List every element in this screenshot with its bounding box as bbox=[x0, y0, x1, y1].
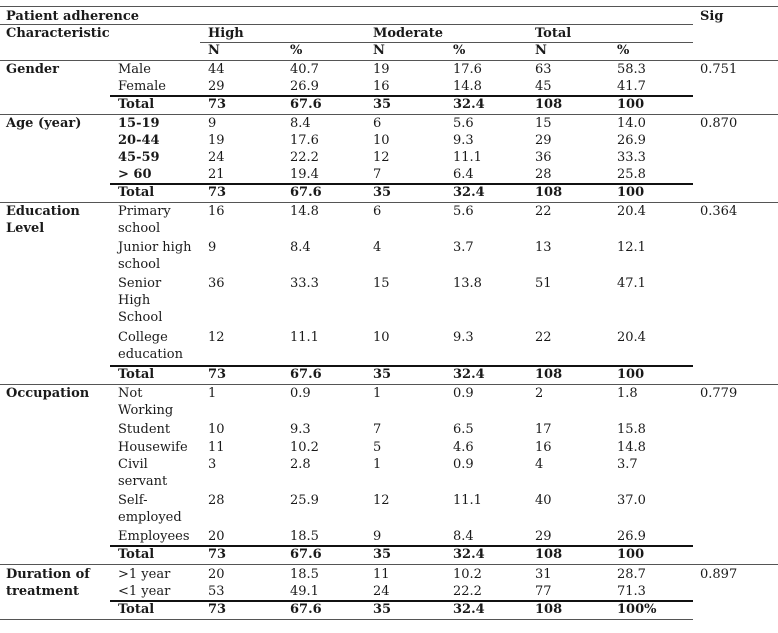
cell-total-pct: 20.4 bbox=[617, 330, 646, 345]
subheader-total-pct: % bbox=[617, 43, 630, 58]
table-row bbox=[0, 115, 693, 132]
row-label: Total bbox=[118, 547, 155, 562]
cell-high-pct: 18.5 bbox=[290, 567, 319, 582]
row-label: Student bbox=[118, 422, 171, 437]
cell-high-n: 73 bbox=[208, 185, 227, 200]
cell-total-n: 51 bbox=[535, 276, 552, 291]
total-row bbox=[0, 546, 693, 563]
category-label: Education Level bbox=[6, 204, 80, 236]
cell-total-pct: 37.0 bbox=[617, 493, 646, 508]
sig-value: 0.870 bbox=[700, 116, 738, 131]
row-label: Female bbox=[118, 79, 166, 94]
characteristic-header: Characteristic bbox=[6, 26, 110, 41]
section-rule bbox=[0, 564, 778, 565]
row-label: <1 year bbox=[118, 584, 171, 599]
cell-moderate-pct: 14.8 bbox=[453, 79, 482, 94]
table-row bbox=[0, 421, 693, 438]
cell-high-pct: 8.4 bbox=[290, 240, 311, 255]
cell-total-pct: 100 bbox=[617, 367, 645, 382]
cell-high-pct: 40.7 bbox=[290, 62, 319, 77]
cell-total-pct: 20.4 bbox=[617, 204, 646, 219]
cell-high-n: 9 bbox=[208, 240, 217, 255]
subheader-moderate-n: N bbox=[373, 43, 385, 58]
cell-moderate-pct: 11.1 bbox=[453, 493, 482, 508]
cell-total-n: 29 bbox=[535, 529, 552, 544]
cell-moderate-n: 15 bbox=[373, 276, 390, 291]
cell-high-n: 3 bbox=[208, 457, 217, 472]
cell-total-n: 13 bbox=[535, 240, 552, 255]
cell-moderate-pct: 32.4 bbox=[453, 367, 485, 382]
row-label: Total bbox=[118, 367, 155, 382]
cell-total-n: 108 bbox=[535, 602, 563, 617]
table-row bbox=[0, 583, 693, 600]
table-row bbox=[0, 239, 693, 273]
cell-total-n: 4 bbox=[535, 457, 544, 472]
row-label: Total bbox=[118, 185, 155, 200]
table-row bbox=[0, 566, 693, 583]
row-label: 45-59 bbox=[118, 150, 160, 165]
table-title: Patient adherence bbox=[6, 9, 140, 24]
cell-total-n: 29 bbox=[535, 133, 552, 148]
cell-moderate-pct: 10.2 bbox=[453, 567, 482, 582]
cell-moderate-n: 11 bbox=[373, 567, 390, 582]
cell-high-pct: 49.1 bbox=[290, 584, 319, 599]
cell-high-pct: 0.9 bbox=[290, 386, 311, 401]
cell-high-n: 44 bbox=[208, 62, 225, 77]
cell-high-pct: 17.6 bbox=[290, 133, 319, 148]
cell-high-pct: 22.2 bbox=[290, 150, 319, 165]
cell-high-n: 9 bbox=[208, 116, 217, 131]
header-row-subheaders bbox=[0, 42, 778, 59]
cell-moderate-pct: 4.6 bbox=[453, 440, 474, 455]
row-label: Primary school bbox=[118, 204, 171, 236]
cell-high-n: 16 bbox=[208, 204, 225, 219]
cell-moderate-pct: 17.6 bbox=[453, 62, 482, 77]
cell-total-pct: 1.8 bbox=[617, 386, 638, 401]
row-label: College education bbox=[118, 330, 183, 362]
cell-high-n: 1 bbox=[208, 386, 217, 401]
cell-total-pct: 71.3 bbox=[617, 584, 646, 599]
cell-high-n: 10 bbox=[208, 422, 225, 437]
table-row bbox=[0, 329, 693, 363]
subheader-high-n: N bbox=[208, 43, 220, 58]
cell-total-pct: 100 bbox=[617, 547, 645, 562]
table-row bbox=[0, 456, 693, 490]
table-row bbox=[0, 528, 693, 545]
cell-moderate-pct: 11.1 bbox=[453, 150, 482, 165]
sig-value: 0.897 bbox=[700, 567, 738, 582]
sig-value: 0.779 bbox=[700, 386, 738, 401]
row-label: Housewife bbox=[118, 440, 188, 455]
sig-value: 0.364 bbox=[700, 204, 738, 219]
table-row bbox=[0, 275, 693, 327]
table-row bbox=[0, 492, 693, 526]
cell-total-pct: 15.8 bbox=[617, 422, 646, 437]
row-label: Senior High School bbox=[118, 276, 163, 325]
row-label: 15-19 bbox=[118, 116, 160, 131]
cell-moderate-pct: 0.9 bbox=[453, 457, 474, 472]
category-label: Age (year) bbox=[6, 116, 82, 131]
cell-high-pct: 67.6 bbox=[290, 547, 322, 562]
cell-total-n: 31 bbox=[535, 567, 552, 582]
cell-moderate-pct: 5.6 bbox=[453, 116, 474, 131]
cell-moderate-n: 10 bbox=[373, 133, 390, 148]
row-label: > 60 bbox=[118, 167, 152, 182]
cell-high-n: 20 bbox=[208, 567, 225, 582]
table-row bbox=[0, 203, 693, 237]
table-row bbox=[0, 149, 693, 166]
cell-high-pct: 67.6 bbox=[290, 602, 322, 617]
cell-moderate-pct: 6.4 bbox=[453, 167, 474, 182]
cell-high-pct: 67.6 bbox=[290, 185, 322, 200]
cell-high-pct: 11.1 bbox=[290, 330, 319, 345]
table-row bbox=[0, 166, 693, 183]
group-header-high: High bbox=[208, 26, 244, 41]
cell-moderate-n: 16 bbox=[373, 79, 390, 94]
group-header-moderate: Moderate bbox=[373, 26, 443, 41]
row-label: Employees bbox=[118, 529, 190, 544]
cell-moderate-pct: 32.4 bbox=[453, 602, 485, 617]
row-label: Junior high school bbox=[118, 240, 192, 272]
cell-total-pct: 26.9 bbox=[617, 529, 646, 544]
cell-high-pct: 19.4 bbox=[290, 167, 319, 182]
cell-moderate-pct: 8.4 bbox=[453, 529, 474, 544]
cell-total-pct: 12.1 bbox=[617, 240, 646, 255]
total-row bbox=[0, 184, 693, 201]
row-label: Male bbox=[118, 62, 151, 77]
cell-total-n: 22 bbox=[535, 330, 552, 345]
table-row bbox=[0, 78, 693, 95]
cell-total-pct: 47.1 bbox=[617, 276, 646, 291]
cell-total-pct: 100 bbox=[617, 97, 645, 112]
total-row bbox=[0, 96, 693, 113]
category-label: Duration of treatment bbox=[6, 567, 90, 599]
cell-total-n: 2 bbox=[535, 386, 544, 401]
cell-moderate-pct: 9.3 bbox=[453, 133, 474, 148]
header-row-title bbox=[0, 8, 778, 25]
subheader-total-n: N bbox=[535, 43, 547, 58]
cell-moderate-n: 19 bbox=[373, 62, 390, 77]
cell-total-n: 108 bbox=[535, 185, 563, 200]
cell-moderate-pct: 13.8 bbox=[453, 276, 482, 291]
total-row bbox=[0, 601, 693, 618]
sig-header: Sig bbox=[700, 9, 724, 24]
cell-moderate-pct: 22.2 bbox=[453, 584, 482, 599]
cell-total-pct: 14.0 bbox=[617, 116, 646, 131]
cell-total-pct: 25.8 bbox=[617, 167, 646, 182]
cell-moderate-n: 35 bbox=[373, 547, 392, 562]
cell-total-n: 108 bbox=[535, 97, 563, 112]
cell-moderate-n: 6 bbox=[373, 116, 382, 131]
cell-high-n: 12 bbox=[208, 330, 225, 345]
bottom-rule bbox=[0, 619, 693, 620]
subheader-high-pct: % bbox=[290, 43, 303, 58]
cell-high-n: 19 bbox=[208, 133, 225, 148]
row-label: Not Working bbox=[118, 386, 174, 418]
cell-total-n: 77 bbox=[535, 584, 552, 599]
category-label: Occupation bbox=[6, 386, 90, 401]
cell-moderate-n: 35 bbox=[373, 602, 392, 617]
cell-total-n: 28 bbox=[535, 167, 552, 182]
cell-high-pct: 8.4 bbox=[290, 116, 311, 131]
table-row bbox=[0, 61, 693, 78]
cell-moderate-n: 35 bbox=[373, 367, 392, 382]
cell-moderate-pct: 3.7 bbox=[453, 240, 474, 255]
cell-total-n: 16 bbox=[535, 440, 552, 455]
row-label: Civil servant bbox=[118, 457, 168, 489]
cell-moderate-pct: 6.5 bbox=[453, 422, 474, 437]
cell-moderate-pct: 0.9 bbox=[453, 386, 474, 401]
group-header-total: Total bbox=[535, 26, 572, 41]
cell-high-pct: 2.8 bbox=[290, 457, 311, 472]
row-label: Total bbox=[118, 602, 155, 617]
cell-high-n: 21 bbox=[208, 167, 225, 182]
row-label: >1 year bbox=[118, 567, 171, 582]
cell-moderate-n: 1 bbox=[373, 457, 382, 472]
cell-moderate-pct: 32.4 bbox=[453, 185, 485, 200]
cell-moderate-n: 12 bbox=[373, 150, 390, 165]
cell-total-pct: 100 bbox=[617, 185, 645, 200]
cell-total-pct: 33.3 bbox=[617, 150, 646, 165]
cell-high-pct: 14.8 bbox=[290, 204, 319, 219]
table-row bbox=[0, 385, 693, 419]
cell-moderate-n: 9 bbox=[373, 529, 382, 544]
cell-high-pct: 26.9 bbox=[290, 79, 319, 94]
category-label: Gender bbox=[6, 62, 60, 77]
cell-total-n: 40 bbox=[535, 493, 552, 508]
cell-high-n: 24 bbox=[208, 150, 225, 165]
cell-moderate-n: 12 bbox=[373, 493, 390, 508]
cell-total-pct: 28.7 bbox=[617, 567, 646, 582]
cell-moderate-n: 4 bbox=[373, 240, 382, 255]
cell-moderate-pct: 32.4 bbox=[453, 547, 485, 562]
cell-high-n: 28 bbox=[208, 493, 225, 508]
cell-moderate-pct: 32.4 bbox=[453, 97, 485, 112]
table-row bbox=[0, 439, 693, 456]
cell-high-pct: 67.6 bbox=[290, 97, 322, 112]
subheader-moderate-pct: % bbox=[453, 43, 466, 58]
cell-moderate-n: 6 bbox=[373, 204, 382, 219]
cell-total-n: 45 bbox=[535, 79, 552, 94]
cell-high-n: 73 bbox=[208, 602, 227, 617]
cell-total-n: 15 bbox=[535, 116, 552, 131]
cell-total-n: 63 bbox=[535, 62, 552, 77]
table-row bbox=[0, 132, 693, 149]
cell-moderate-n: 7 bbox=[373, 167, 382, 182]
cell-total-pct: 58.3 bbox=[617, 62, 646, 77]
sig-value: 0.751 bbox=[700, 62, 738, 77]
cell-total-pct: 3.7 bbox=[617, 457, 638, 472]
cell-total-pct: 26.9 bbox=[617, 133, 646, 148]
row-label: 20-44 bbox=[118, 133, 160, 148]
cell-total-n: 108 bbox=[535, 367, 563, 382]
cell-high-n: 73 bbox=[208, 367, 227, 382]
cell-moderate-n: 35 bbox=[373, 97, 392, 112]
cell-moderate-n: 24 bbox=[373, 584, 390, 599]
cell-moderate-n: 35 bbox=[373, 185, 392, 200]
cell-high-n: 11 bbox=[208, 440, 225, 455]
row-label: Total bbox=[118, 97, 155, 112]
cell-moderate-n: 7 bbox=[373, 422, 382, 437]
cell-high-n: 73 bbox=[208, 547, 227, 562]
cell-high-pct: 9.3 bbox=[290, 422, 311, 437]
cell-moderate-pct: 9.3 bbox=[453, 330, 474, 345]
cell-total-n: 36 bbox=[535, 150, 552, 165]
cell-high-n: 20 bbox=[208, 529, 225, 544]
cell-high-pct: 33.3 bbox=[290, 276, 319, 291]
cell-total-n: 22 bbox=[535, 204, 552, 219]
cell-total-pct: 100% bbox=[617, 602, 657, 617]
cell-high-n: 36 bbox=[208, 276, 225, 291]
cell-high-pct: 67.6 bbox=[290, 367, 322, 382]
row-label: Self-employed bbox=[118, 493, 182, 525]
cell-high-n: 29 bbox=[208, 79, 225, 94]
cell-moderate-n: 10 bbox=[373, 330, 390, 345]
cell-high-n: 53 bbox=[208, 584, 225, 599]
cell-high-pct: 25.9 bbox=[290, 493, 319, 508]
cell-high-pct: 10.2 bbox=[290, 440, 319, 455]
cell-moderate-n: 5 bbox=[373, 440, 382, 455]
cell-total-n: 108 bbox=[535, 547, 563, 562]
top-rule bbox=[0, 6, 778, 7]
cell-moderate-pct: 5.6 bbox=[453, 204, 474, 219]
total-row bbox=[0, 366, 693, 383]
cell-moderate-n: 1 bbox=[373, 386, 382, 401]
cell-total-n: 17 bbox=[535, 422, 552, 437]
cell-total-pct: 41.7 bbox=[617, 79, 646, 94]
cell-total-pct: 14.8 bbox=[617, 440, 646, 455]
cell-high-pct: 18.5 bbox=[290, 529, 319, 544]
cell-high-n: 73 bbox=[208, 97, 227, 112]
header-row-groups bbox=[0, 25, 778, 42]
